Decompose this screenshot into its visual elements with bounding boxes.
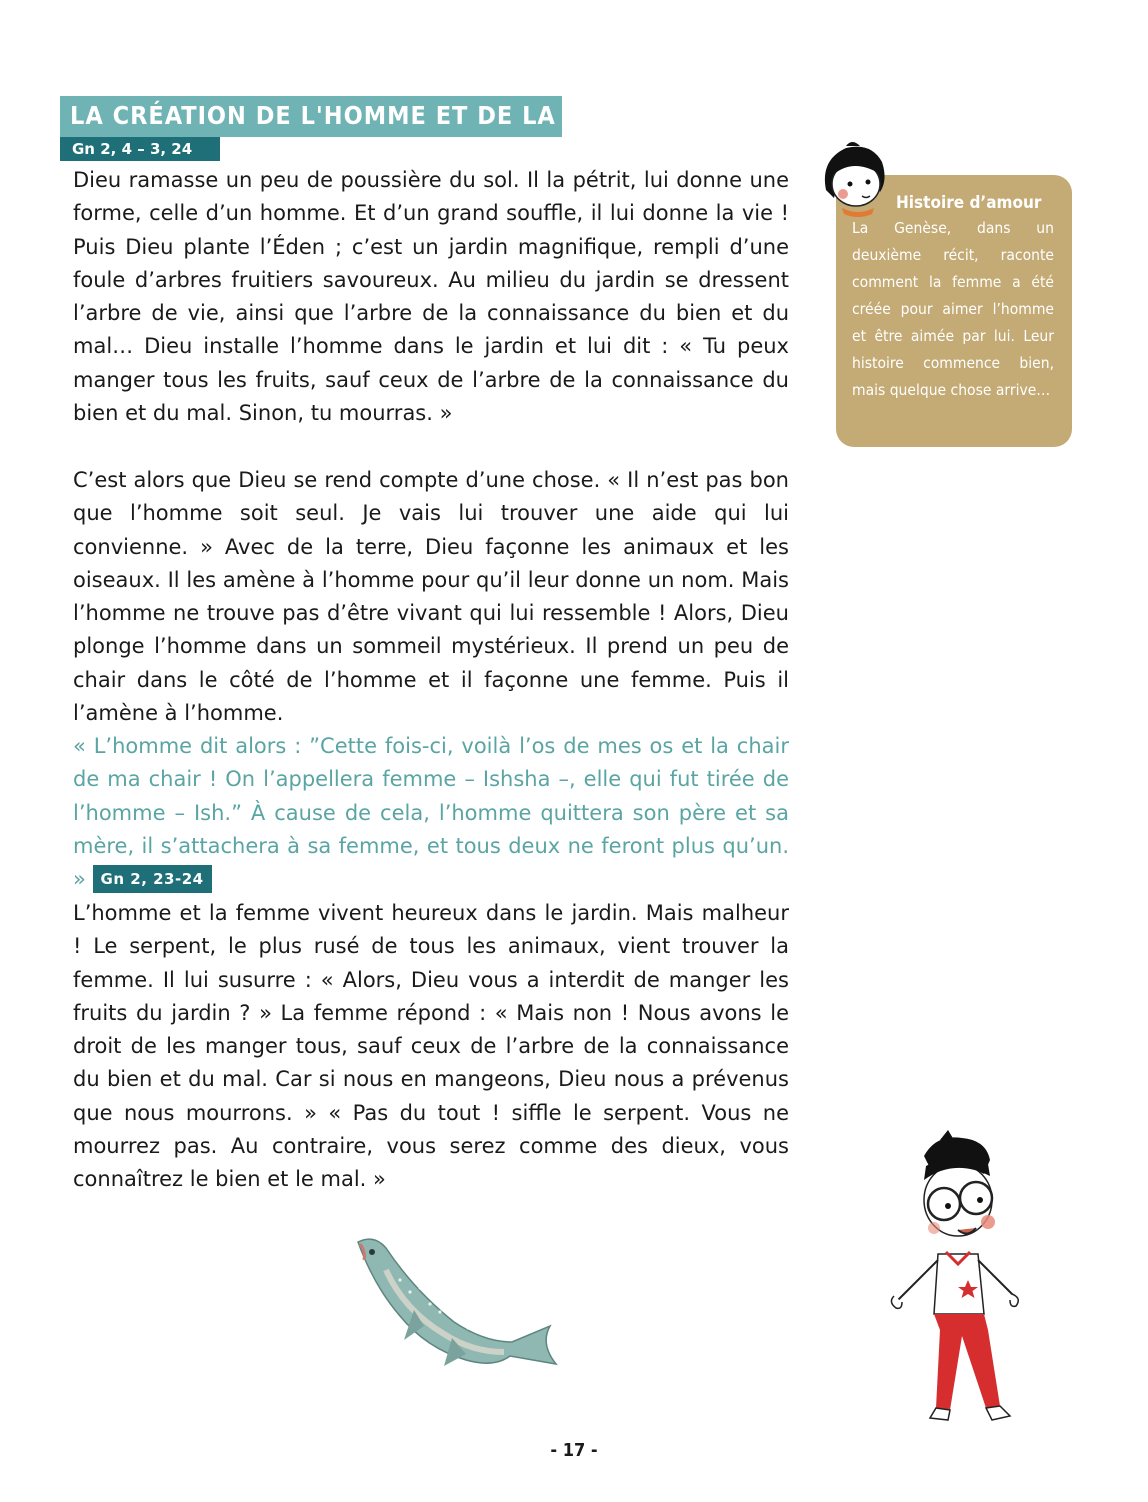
- girl-illustration: [816, 140, 896, 222]
- scripture-quote: [73, 730, 789, 896]
- boy-illustration: [880, 1130, 1030, 1430]
- fish-illustration: [344, 1230, 564, 1380]
- sidebar-title: Histoire d’amour: [896, 193, 1042, 213]
- bible-reference-tag: Gn 2, 4 – 3, 24: [60, 137, 220, 161]
- paragraph-serpent: L’homme et la femme vivent heureux dans le jardin. Mais malheur ! Le serpent, le plus rusé de tous les animaux, vient trouver la femme. Il lui susurre : « Alors, Dieu vous a interdit de manger les fruits du jardin ? » La femme répond : « Mais non ! Nous avons le droit de les manger tous, sauf ceux de l’arbre de la connaissance du bien et du mal. Car si nous en mangeons, Dieu nous a prévenus que nous mourrons. » « Pas du tout ! siffle le serpent. Vous ne mourrez pas. Au contraire, vous serez comme des dieux, vous connaîtrez le bien et le mal. »: [73, 901, 789, 1192]
- quote-reference-tag: Gn 2, 23-24: [93, 865, 212, 893]
- page-number: - 17 -: [550, 1440, 598, 1461]
- paragraph-creation-of-woman: C’est alors que Dieu se rend compte d’une chose. « Il n’est pas bon que l’homme soit seul. Je vais lui trouver une aide qui lui convienne. » Avec de la terre, Dieu façonne les animaux et les oiseaux. Il les amène à l’homme pour qu’il leur donne un nom. Mais l’homme ne trouve pas d’être vivant qui lui ressemble ! Alors, Dieu plonge l’homme dans un sommeil mystérieux. Il prend un peu de chair dans le côté de l’homme et il façonne une femme. Puis il l’amène à l’homme.: [73, 468, 789, 726]
- chapter-title: LA CRÉATION DE L'HOMME ET DE LA FEMME: [60, 96, 562, 137]
- sidebar-text: La Genèse, dans un deuxième récit, raconte comment la femme a été créée pour aimer l’homme et être aimée par lui. Leur histoire commence bien, mais quelque chose arrive…: [852, 219, 1054, 399]
- paragraph-creation-of-man: Dieu ramasse un peu de poussière du sol. Il la pétrit, lui donne une forme, celle d’un homme. Et d’un grand souffle, il lui donne la vie ! Puis Dieu plante l’Éden ; c’est un jardin magnifique, rempli d’une foule d’arbres fruitiers savoureux. Au milieu du jardin se dressent l’arbre de vie, ainsi que l’arbre de la connaissance du bien et du mal… Dieu installe l’homme dans le jardin et lui dit : « Tu peux manger tous les fruits, sauf ceux de l’arbre de la connaissance du bien et du mal. Sinon, tu mourras. »: [73, 168, 789, 426]
- scripture-quote-text: « L’homme dit alors : ”Cette fois-ci, voilà l’os de mes os et la chair de ma chair ! On l’appellera femme – Ishsha –, elle qui fut tirée de l’homme – Ish.” À cause de cela, l’homme quittera son père et sa mère, il s’attachera à sa femme, et tous deux ne feront plus qu’un. »: [73, 734, 789, 892]
